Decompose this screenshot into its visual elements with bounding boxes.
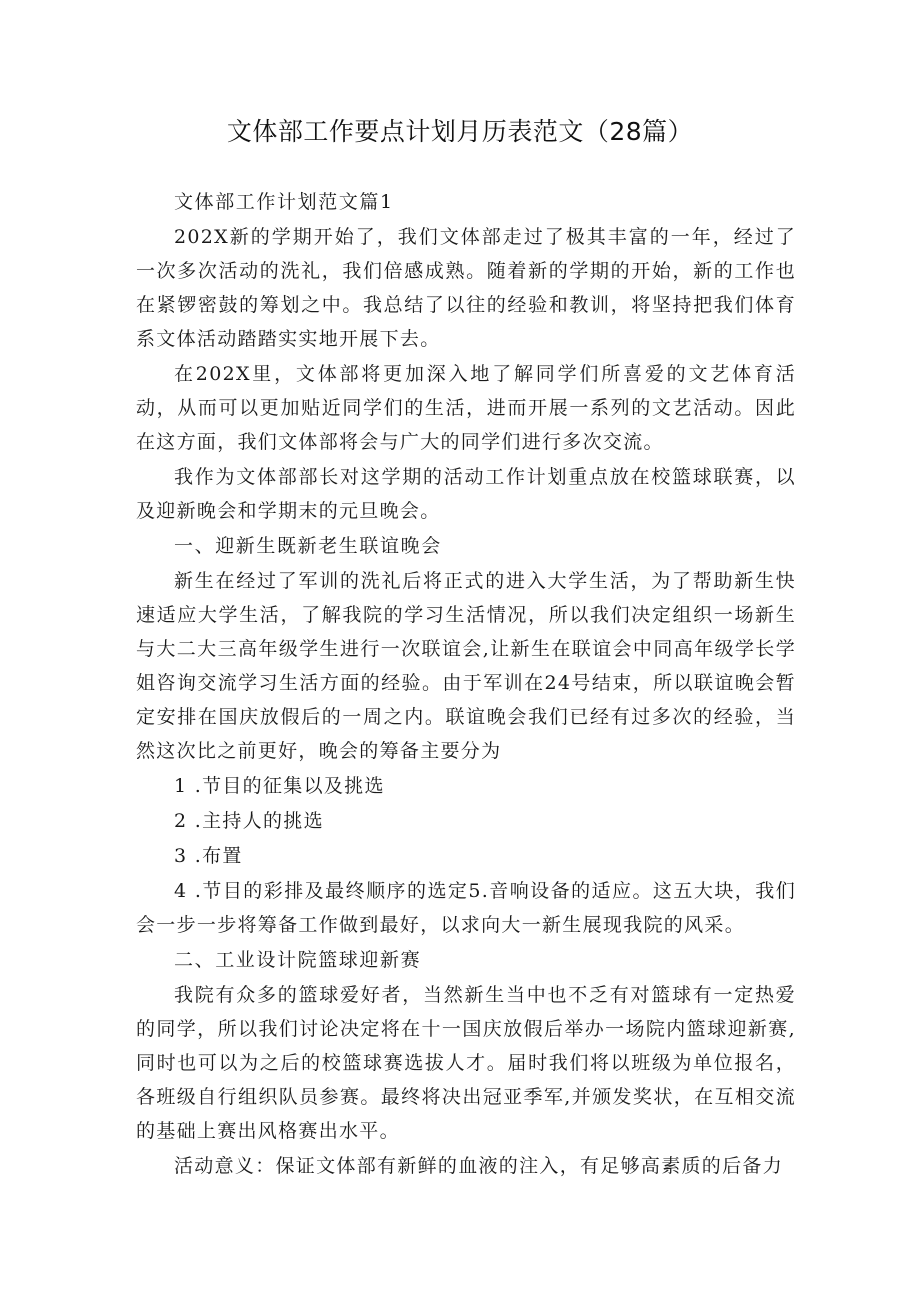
section-heading: 一、迎新生既新老生联谊晚会: [174, 535, 442, 557]
list-item: 4 .节目的彩排及最终顺序的选定5.音响设备的适应。这五大块，我们会一步一步将筹备工作做到最好，以求向大一新生展现我院的风采。: [136, 880, 796, 936]
section-subtitle: 文体部工作计划范文篇1: [174, 191, 394, 213]
paragraph: 我院有众多的篮球爱好者，当然新生当中也不乏有对篮球有一定热爱的同学，所以我们讨论决定将在十一国庆放假后举办一场院内篮球迎新赛,同时也可以为之后的校篮球赛选拔人才。届时我们将以班级为单位报名，各班级自行组织队员参赛。最终将决出冠亚季军,并颁发奖状，在互相交流的基础上赛出风格赛出水平。: [136, 984, 796, 1142]
paragraph: 202X新的学期开始了，我们文体部走过了极其丰富的一年，经过了一次多次活动的洗礼，我们倍感成熟。随着新的学期的开始，新的工作也在紧锣密鼓的筹划之中。我总结了以往的经验和教训，将坚持把我们体育系文体活动踏踏实实地开展下去。: [136, 226, 796, 350]
paragraph: 我作为文体部部长对这学期的活动工作计划重点放在校篮球联赛，以及迎新晚会和学期末的元旦晚会。: [136, 466, 796, 522]
list-item: 2 .主持人的挑选: [174, 810, 324, 832]
document-title: 文体部工作要点计划月历表范文（28篇）: [226, 117, 694, 146]
paragraph: 活动意义：保证文体部有新鲜的血液的注入，有足够高素质的后备力: [174, 1155, 784, 1177]
document-body: [136, 185, 796, 1184]
list-item: 1 .节目的征集以及挑选: [174, 775, 385, 797]
section-heading: 二、工业设计院篮球迎新赛: [174, 949, 422, 971]
paragraph: 新生在经过了军训的洗礼后将正式的进入大学生活，为了帮助新生快速适应大学生活，了解我院的学习生活情况，所以我们决定组织一场新生与大二大三高年级学生进行一次联谊会,让新生在联谊会中同高年级学长学姐咨询交流学习生活方面的经验。由于军训在24号结束，所以联谊晚会暂定安排在国庆放假后的一周之内。联谊晚会我们已经有过多次的经验，当然这次比之前更好，晚会的筹备主要分为: [136, 570, 796, 762]
paragraph: 在202X里，文体部将更加深入地了解同学们所喜爱的文艺体育活动，从而可以更加贴近同学们的生活，进而开展一系列的文艺活动。因此在这方面，我们文体部将会与广大的同学们进行多次交流。: [136, 363, 796, 453]
list-item: 3 .布置: [174, 845, 243, 867]
